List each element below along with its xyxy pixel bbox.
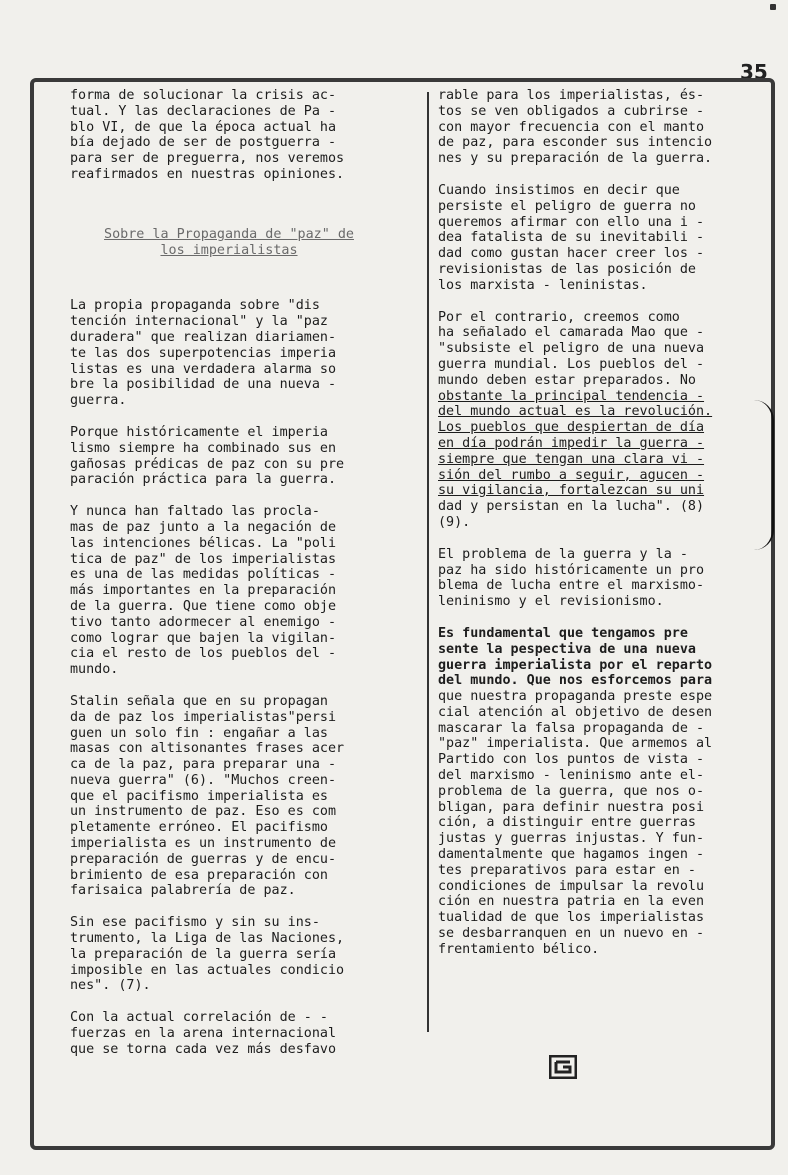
text-line: imperialista es un instrumento de xyxy=(70,836,337,852)
text-line: fuerzas en la arena internacional xyxy=(70,1026,337,1042)
text-line: nueva guerra" (6). "Muchos creen- xyxy=(70,772,337,788)
text-line: con mayor frecuencia con el manto xyxy=(438,119,705,135)
paragraph xyxy=(70,1010,388,1057)
text-line: dad y persistan en la lucha". (8) xyxy=(438,499,705,515)
text-line: condiciones de impulsar la revolu xyxy=(438,878,705,894)
text-line: sente la pespectiva de una nueva xyxy=(438,641,696,657)
text-line: mundo deben estar preparados. No xyxy=(438,372,696,388)
text-line: paz ha sido históricamente un pro xyxy=(438,562,705,578)
text-line: listas es una verdadera alarma so xyxy=(70,361,337,377)
column-divider xyxy=(427,92,429,1032)
text-line: trumento, la Liga de las Naciones, xyxy=(70,931,345,947)
text-line: los imperialistas xyxy=(160,242,298,258)
text-line: La propia propaganda sobre "dis xyxy=(70,298,320,314)
paragraph xyxy=(70,425,388,488)
text-line: Cuando insistimos en decir que xyxy=(438,182,680,198)
text-line: tivo tanto adormecer al enemigo - xyxy=(70,614,337,630)
text-line: tual. Y las declaraciones de Pa - xyxy=(70,103,337,119)
text-line: ha señalado el camarada Mao que - xyxy=(438,325,705,341)
text-line: mascarar la falsa propaganda de - xyxy=(438,720,705,736)
paragraph xyxy=(70,915,388,994)
paragraph xyxy=(70,298,388,409)
text-line: queremos afirmar con ello una i - xyxy=(438,214,705,230)
text-line: El problema de la guerra y la - xyxy=(438,546,688,562)
text-line: nes". (7). xyxy=(70,978,151,994)
text-line: farisaica palabrería de paz. xyxy=(70,883,296,899)
text-line: ción en nuestra patria en la even xyxy=(438,894,705,910)
paragraph xyxy=(438,88,744,167)
text-line: bía dejado de ser de postguerra - xyxy=(70,135,337,151)
text-line: tualidad de que los imperialistas xyxy=(438,910,705,926)
text-line: imposible en las actuales condicio xyxy=(70,962,345,978)
text-line: su vigilancia, fortalezcan su uni xyxy=(438,483,705,499)
publisher-logo-icon xyxy=(549,1055,577,1079)
text-line: guerra mundial. Los pueblos del - xyxy=(438,356,705,372)
text-line: del marxismo - leninismo ante el- xyxy=(438,768,705,784)
text-line: como lograr que bajen la vigilan- xyxy=(70,630,337,646)
text-line: la preparación de la guerra sería xyxy=(70,946,337,962)
text-line: bre la posibilidad de una nueva - xyxy=(70,377,337,393)
text-line: Sin ese pacifismo y sin su ins- xyxy=(70,915,320,931)
text-line: de la guerra. Que tiene como obje xyxy=(70,598,337,614)
text-line: mundo. xyxy=(70,662,119,678)
text-line: frentamiento bélico. xyxy=(438,941,600,957)
paragraph xyxy=(438,547,744,610)
text-line: en día podrán impedir la guerra - xyxy=(438,435,705,451)
text-line: "subsiste el peligro de una nueva xyxy=(438,341,705,357)
text-line: Es fundamental que tengamos pre xyxy=(438,625,688,641)
text-line: tes preparativos para estar en - xyxy=(438,862,696,878)
text-line: Y nunca han faltado las procla- xyxy=(70,504,320,520)
text-line: tención internacional" y la "paz xyxy=(70,314,328,330)
text-line: dea fatalista de su inevitabili - xyxy=(438,230,705,246)
text-line: damentalmente que hagamos ingen - xyxy=(438,847,705,863)
right-column xyxy=(438,88,744,974)
text-line: gañosas prédicas de paz con su pre xyxy=(70,456,345,472)
paragraph xyxy=(438,183,744,294)
text-line: forma de solucionar la crisis ac- xyxy=(70,88,337,103)
text-line: que se torna cada vez más desfavo xyxy=(70,1041,337,1057)
text-line: más importantes en la preparación xyxy=(70,583,337,599)
text-line: preparación de guerras y de encu- xyxy=(70,851,337,867)
text-line: (9). xyxy=(438,514,471,530)
text-line: del mundo actual es la revolución. xyxy=(438,404,713,420)
text-line: Con la actual correlación de - - xyxy=(70,1010,328,1026)
text-line: Por el contrario, creemos como xyxy=(438,309,680,325)
text-line: obstante la principal tendencia - xyxy=(438,388,705,404)
text-line: Stalin señala que en su propagan xyxy=(70,693,328,709)
text-line: "paz" imperialista. Que armemos al xyxy=(438,736,713,752)
text-line: para ser de preguerra, nos veremos xyxy=(70,151,345,167)
paragraph xyxy=(438,310,744,531)
text-line: ción, a distinguir entre guerras xyxy=(438,815,696,831)
text-line: cial atención al objetivo de desen xyxy=(438,704,713,720)
text-line: tica de paz" de los imperialistas xyxy=(70,551,337,567)
text-line: que el pacifismo imperialista es xyxy=(70,788,328,804)
text-line: brimiento de esa preparación con xyxy=(70,867,328,883)
text-line: da de paz los imperialistas"persi xyxy=(70,709,337,725)
text-line: blema de lucha entre el marxismo- xyxy=(438,578,705,594)
text-line: guerra imperialista por el reparto xyxy=(438,657,713,673)
text-line: lismo siempre ha combinado sus en xyxy=(70,440,337,456)
left-column xyxy=(70,88,388,1074)
text-line: guerra. xyxy=(70,393,127,409)
paragraph xyxy=(70,504,388,678)
text-line: un instrumento de paz. Eso es com xyxy=(70,804,337,820)
section-heading xyxy=(70,227,388,259)
text-line: los marxista - leninistas. xyxy=(438,277,648,293)
text-line: sión del rumbo a seguir, agucen - xyxy=(438,467,705,483)
text-line: mas de paz junto a la negación de xyxy=(70,519,337,535)
paragraph xyxy=(70,694,388,899)
page-number: 35 xyxy=(740,60,768,84)
margin-bracket xyxy=(752,400,774,550)
text-line: de paz, para esconder sus intencio xyxy=(438,135,713,151)
text-line: rable para los imperialistas, és- xyxy=(438,88,705,103)
text-line: problema de la guerra, que nos o- xyxy=(438,783,705,799)
text-line: guen un solo fin : engañar a las xyxy=(70,725,328,741)
corner-mark xyxy=(770,4,776,10)
text-line: cia el resto de los pueblos del - xyxy=(70,646,337,662)
text-line: justas y guerras injustas. Y fun- xyxy=(438,831,705,847)
text-line: que nuestra propaganda preste espe xyxy=(438,689,713,705)
paragraph-emphasis xyxy=(438,626,744,958)
text-line: del mundo. Que nos esforcemos para xyxy=(438,673,713,689)
text-line: es una de las medidas políticas - xyxy=(70,567,337,583)
text-line: blo VI, de que la época actual ha xyxy=(70,119,337,135)
text-line: dad como gustan hacer creer los - xyxy=(438,246,705,262)
text-line: leninismo y el revisionismo. xyxy=(438,594,664,610)
text-line: ca de la paz, para preparar una - xyxy=(70,757,337,773)
text-line: te las dos superpotencias imperia xyxy=(70,345,337,361)
text-line: se desbarranquen en un nuevo en - xyxy=(438,926,705,942)
text-line: tos se ven obligados a cubrirse - xyxy=(438,103,705,119)
text-line: Sobre la Propaganda de "paz" de xyxy=(104,226,354,242)
text-line: Los pueblos que despiertan de día xyxy=(438,420,705,436)
text-line: Partido con los puntos de vista - xyxy=(438,752,705,768)
text-line: persiste el peligro de guerra no xyxy=(438,198,696,214)
text-line: pletamente erróneo. El pacifismo xyxy=(70,820,328,836)
text-line: Porque históricamente el imperia xyxy=(70,424,328,440)
text-line: duradera" que realizan diariamen- xyxy=(70,329,337,345)
text-line: siempre que tengan una clara vi - xyxy=(438,451,705,467)
text-line: bligan, para definir nuestra posi xyxy=(438,799,705,815)
text-line: revisionistas de las posición de xyxy=(438,261,696,277)
text-line: masas con altisonantes frases acer xyxy=(70,741,345,757)
text-line: reafirmados en nuestras opiniones. xyxy=(70,166,345,182)
text-line: paración práctica para la guerra. xyxy=(70,472,337,488)
text-line: las intenciones bélicas. La "poli xyxy=(70,535,337,551)
text-line: nes y su preparación de la guerra. xyxy=(438,151,713,167)
paragraph xyxy=(70,88,388,183)
